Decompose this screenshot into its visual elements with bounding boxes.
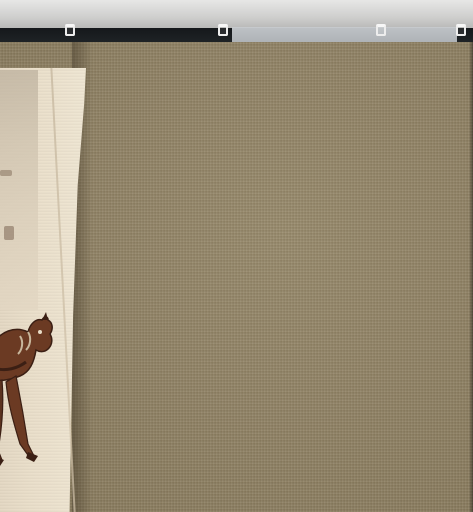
right-edge-shadow [469,42,473,512]
stitch-mark [0,170,12,176]
hanging-clip-icon [456,24,466,36]
stitch-mark [4,226,14,240]
hanging-clip-icon [376,24,386,36]
faded-embroidery-area [0,70,38,310]
embroidered-horse [0,310,70,490]
hanging-clip-icon [218,24,228,36]
hanging-clip-icon [65,24,75,36]
